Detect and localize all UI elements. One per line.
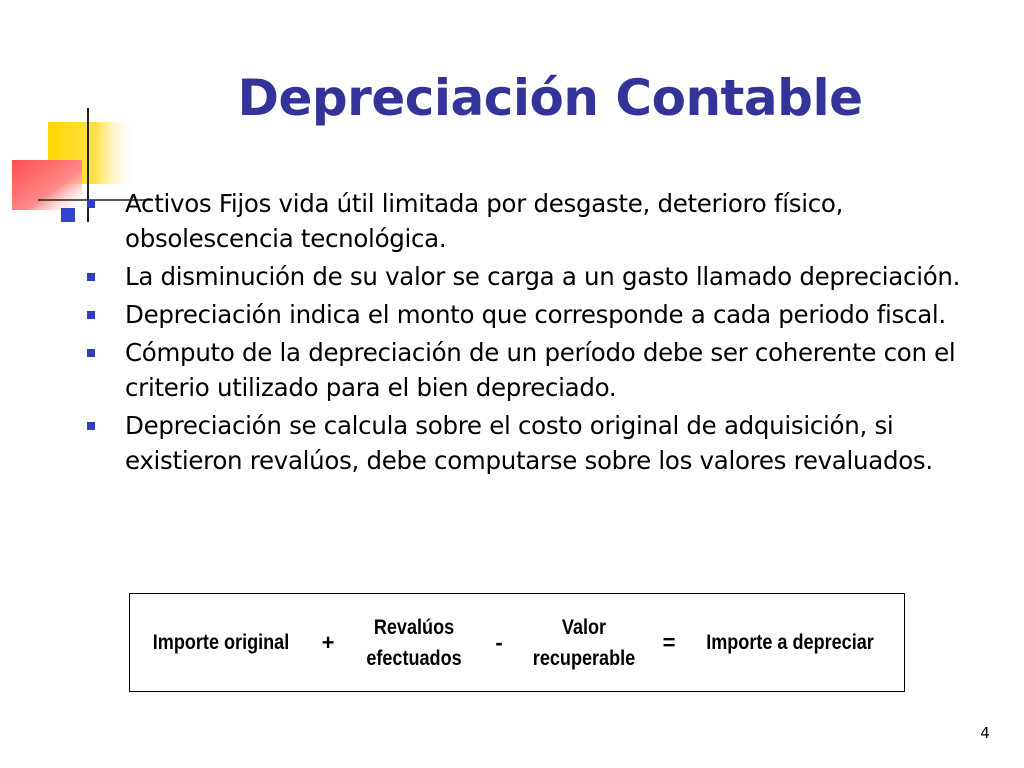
formula-term-valor-line2: recuperable	[532, 646, 636, 670]
formula-term-revaluos-line1: Revalúos	[373, 615, 455, 639]
bullet-item	[84, 297, 984, 332]
page-number: 4	[980, 724, 990, 742]
bullet-text: Depreciación indica el monto que corresponde a cada periodo fiscal.	[125, 300, 946, 329]
bullet-list	[84, 186, 984, 481]
formula-term-revaluos	[354, 612, 474, 674]
slide-title: Depreciación Contable	[237, 69, 863, 127]
formula-minus-operator: -	[495, 629, 503, 655]
formula-result-importe-a-depreciar: Importe a depreciar	[706, 631, 874, 654]
bullet-icon	[87, 273, 95, 281]
blue-square	[61, 208, 75, 222]
formula-plus-operator: +	[321, 629, 335, 655]
bullet-icon	[87, 422, 95, 430]
bullet-icon	[87, 200, 95, 208]
bullet-icon	[87, 349, 95, 357]
bullet-item	[84, 335, 984, 405]
formula-term-valor-recuperable	[524, 612, 644, 674]
depreciation-formula-box	[129, 593, 905, 692]
bullet-text: Activos Fijos vida útil limitada por desgaste, deterioro físico, obsolescencia tecnológica.	[125, 189, 844, 253]
formula-equals-operator: =	[662, 629, 676, 655]
bullet-text: Cómputo de la depreciación de un período debe ser coherente con el criterio utilizado para el bien depreciado.	[125, 338, 956, 402]
formula-term-valor-line1: Valor	[561, 615, 607, 639]
bullet-item	[84, 186, 984, 256]
bullet-icon	[87, 311, 95, 319]
bullet-item	[84, 259, 984, 294]
red-square	[12, 160, 82, 210]
formula-term-importe-original: Importe original	[152, 631, 290, 654]
bullet-text: La disminución de su valor se carga a un gasto llamado depreciación.	[125, 262, 961, 291]
bullet-item	[84, 408, 984, 478]
bullet-text: Depreciación se calcula sobre el costo original de adquisición, si existieron revalúos, debe computarse sobre los valores revaluados.	[125, 411, 933, 475]
formula-term-revaluos-line2: efectuados	[366, 646, 462, 670]
